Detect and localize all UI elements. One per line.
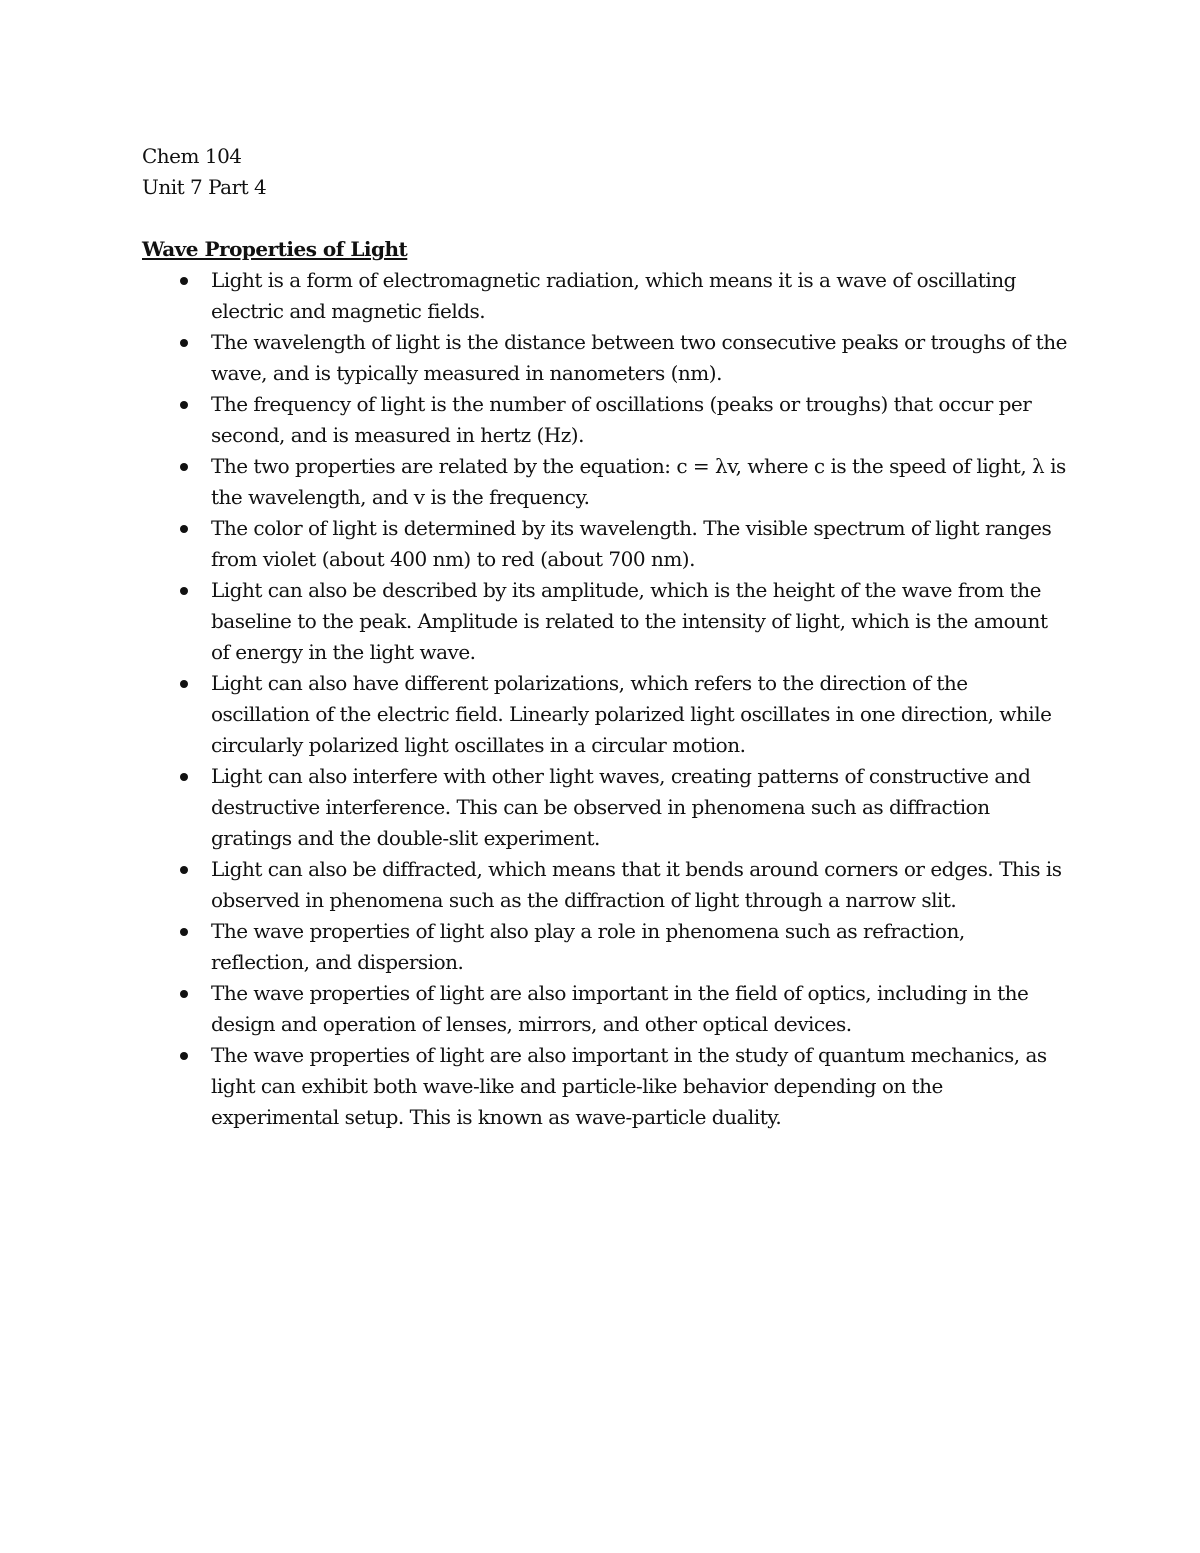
list-item-text: The color of light is determined by its wavelength. The visible spectrum of light ranges from violet (about 400 nm) to red (about 700 nm). — [211, 516, 1052, 571]
list-item-text: The wave properties of light are also important in the study of quantum mechanics, as light can exhibit both wave-like and particle-like behavior depending on the experimental setup. This is known as wave-particle duality. — [211, 1043, 1047, 1129]
section-heading: Wave Properties of Light — [142, 237, 408, 261]
list-item — [142, 265, 1067, 327]
list-item — [142, 327, 1067, 389]
bullet-list — [142, 265, 1067, 1133]
list-item-text: Light can also be described by its amplitude, which is the height of the wave from the baseline to the peak. Amplitude is related to the intensity of light, which is the amount of energy in the light wave. — [211, 578, 1048, 664]
bullet-icon — [180, 773, 188, 781]
list-item — [142, 1040, 1067, 1133]
bullet-icon — [180, 401, 188, 409]
bullet-icon — [180, 525, 188, 533]
bullet-icon — [180, 866, 188, 874]
bullet-icon — [180, 277, 188, 285]
course-name: Chem 104 — [142, 144, 242, 168]
blank-line — [142, 203, 1067, 234]
list-item — [142, 451, 1067, 513]
list-item — [142, 761, 1067, 854]
list-item — [142, 978, 1067, 1040]
list-item — [142, 575, 1067, 668]
list-item-text: Light is a form of electromagnetic radiation, which means it is a wave of oscillating electric and magnetic fields. — [211, 268, 1016, 323]
list-item — [142, 854, 1067, 916]
list-item-text: The two properties are related by the equation: c = λv, where c is the speed of light, λ is the wavelength, and v is the frequency. — [211, 454, 1066, 509]
bullet-icon — [180, 928, 188, 936]
list-item — [142, 513, 1067, 575]
list-item-text: Light can also have different polarizations, which refers to the direction of the oscillation of the electric field. Linearly polarized light oscillates in one direction, while circularly polarized light oscillates in a circular motion. — [211, 671, 1052, 757]
list-item — [142, 916, 1067, 978]
document-body — [142, 141, 1067, 1133]
bullet-icon — [180, 680, 188, 688]
unit-label: Unit 7 Part 4 — [142, 175, 267, 199]
list-item — [142, 668, 1067, 761]
list-item-text: The wavelength of light is the distance between two consecutive peaks or troughs of the wave, and is typically measured in nanometers (nm). — [211, 330, 1067, 385]
list-item-text: Light can also be diffracted, which means that it bends around corners or edges. This is observed in phenomena such as the diffraction of light through a narrow slit. — [211, 857, 1062, 912]
list-item-text: The wave properties of light are also important in the field of optics, including in the design and operation of lenses, mirrors, and other optical devices. — [211, 981, 1029, 1036]
bullet-icon — [180, 587, 188, 595]
bullet-icon — [180, 339, 188, 347]
list-item-text: Light can also interfere with other light waves, creating patterns of constructive and destructive interference. This can be observed in phenomena such as diffraction gratings and the double-slit experiment. — [211, 764, 1031, 850]
list-item-text: The wave properties of light also play a role in phenomena such as refraction, reflection, and dispersion. — [211, 919, 965, 974]
bullet-icon — [180, 990, 188, 998]
list-item — [142, 389, 1067, 451]
bullet-icon — [180, 1052, 188, 1060]
bullet-icon — [180, 463, 188, 471]
list-item-text: The frequency of light is the number of oscillations (peaks or troughs) that occur per second, and is measured in hertz (Hz). — [211, 392, 1032, 447]
